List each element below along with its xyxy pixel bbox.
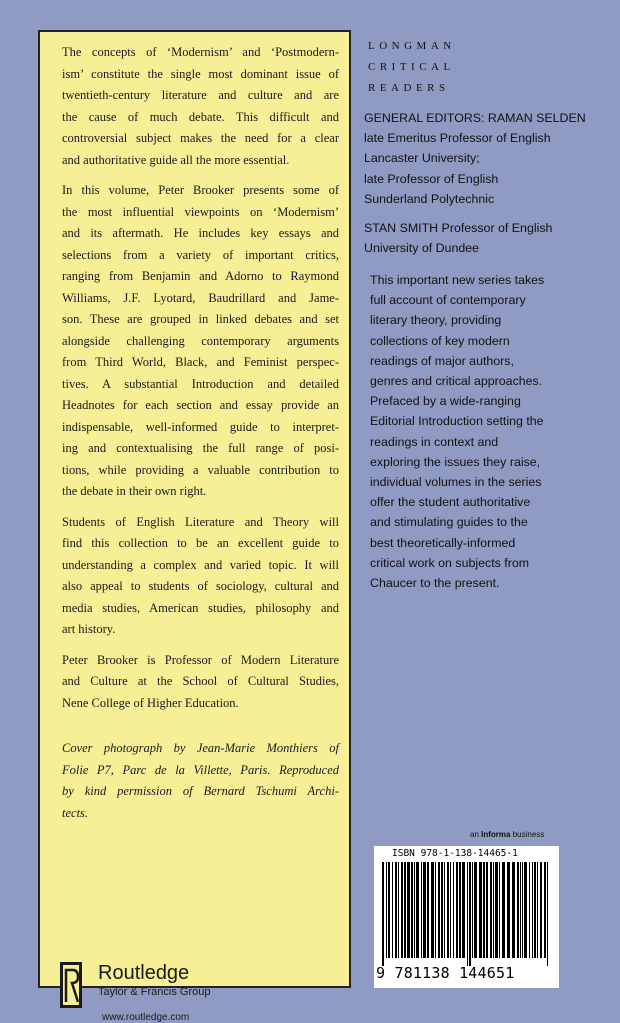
text-line: by kind permission of Bernard Tschumi Archi- xyxy=(62,784,339,798)
barcode-bar xyxy=(522,862,523,958)
text-line: and Culture at the School of Cultural Studies, xyxy=(62,674,339,688)
description-paragraph xyxy=(62,42,339,171)
series-title xyxy=(368,36,456,99)
barcode-bar xyxy=(435,862,436,958)
barcode-bar xyxy=(537,862,538,958)
barcode-bar xyxy=(495,862,498,958)
barcode-bar xyxy=(450,862,451,958)
barcode-bar xyxy=(382,862,384,966)
isbn-barcode xyxy=(374,846,559,988)
blurb-line: exploring the issues they raise, xyxy=(370,454,541,469)
publisher-group: Taylor & Francis Group xyxy=(98,986,211,998)
text-line: media studies, American studies, philosophy and xyxy=(62,600,339,615)
text-line: tives. A substantial Introduction and detailed xyxy=(62,376,339,391)
barcode-bar xyxy=(499,862,500,958)
text-line: Williams, J.F. Lyotard, Baudrillard and Jame- xyxy=(62,290,339,305)
barcode-bar xyxy=(416,862,419,958)
barcode-bar xyxy=(529,862,530,958)
text-line: and its aftermath. He includes key essays and xyxy=(62,226,339,240)
publisher-url: www.routledge.com xyxy=(102,1012,190,1023)
series-line: LONGMAN xyxy=(368,40,456,52)
barcode-bar xyxy=(444,862,445,958)
barcode-bar xyxy=(467,862,468,966)
barcode-bar xyxy=(431,862,434,958)
text-line: ranging from Benjamin and Adorno to Raymond xyxy=(62,269,339,283)
barcode-bar xyxy=(512,862,515,958)
barcode-bar xyxy=(472,862,473,958)
barcode-bar xyxy=(469,862,471,966)
text-line: the cause of much debate. This difficult and xyxy=(62,109,339,124)
blurb-line: critical work on subjects from xyxy=(370,555,530,570)
publisher-name: Routledge xyxy=(98,962,190,984)
text-line: tions, while providing a valuable contribution to xyxy=(62,462,339,477)
text-line: ing and contextualising the full range of posi- xyxy=(62,441,339,455)
text-line: twentieth-century literature and culture and are xyxy=(62,88,339,102)
blurb-line: This important new series takes xyxy=(370,273,545,287)
series-line: CRITICAL xyxy=(368,61,455,73)
barcode-bar xyxy=(392,862,393,958)
barcode-bar xyxy=(474,862,477,958)
barcode-bar xyxy=(532,862,533,958)
isbn-number: 9 781138 144651 xyxy=(376,964,515,982)
text-line: Cover photograph by Jean-Marie Monthiers of xyxy=(62,741,339,755)
barcode-bar xyxy=(479,862,482,958)
blurb-line: readings of major authors, xyxy=(370,353,514,368)
barcode-bars xyxy=(382,862,552,966)
barcode-bar xyxy=(404,862,406,958)
routledge-r-icon xyxy=(60,962,82,1008)
barcode-bar xyxy=(423,862,426,958)
blurb-line: full account of contemporary xyxy=(370,293,526,308)
barcode-bar xyxy=(395,862,397,958)
series-blurb xyxy=(370,270,610,593)
editor-line: Lancaster University; xyxy=(364,151,480,166)
text-line: understanding a complex and varied topic. It will xyxy=(62,557,339,572)
barcode-bar xyxy=(517,862,519,958)
barcode-bar xyxy=(534,862,536,958)
barcode-bar xyxy=(388,862,390,958)
barcode-bar xyxy=(502,862,505,958)
general-editors xyxy=(364,108,610,258)
barcode-bar xyxy=(386,862,387,958)
barcode-bar xyxy=(438,862,440,958)
description-paragraph xyxy=(62,512,339,641)
barcode-bar xyxy=(447,862,449,958)
text-line: the debate in their own right. xyxy=(62,484,207,498)
blurb-line: Editorial Introduction setting the xyxy=(370,414,544,429)
editor-line: late Emeritus Professor of English xyxy=(364,131,551,146)
series-line: READERS xyxy=(368,82,450,94)
description-paragraph xyxy=(62,738,339,824)
text-line: indispensable, well-informed guide to interpret- xyxy=(62,419,339,434)
text-line: the most influential viewpoints on ‘Modernism’ xyxy=(62,204,339,219)
barcode-bar xyxy=(411,862,413,958)
text-line: also appeal to students of sociology, cultural and xyxy=(62,579,339,593)
barcode-bar xyxy=(544,862,546,958)
text-line: In this volume, Peter Brooker presents some of xyxy=(62,183,339,197)
text-line: Peter Brooker is Professor of Modern Literature xyxy=(62,652,339,667)
blurb-line: and stimulating guides to the xyxy=(370,515,528,530)
barcode-bar xyxy=(520,862,521,958)
blurb-line: Chaucer to the present. xyxy=(370,576,500,591)
barcode-bar xyxy=(407,862,410,958)
text-line: selections from a variety of important critics, xyxy=(62,247,339,262)
editor-line: Sunderland Polytechnic xyxy=(364,191,495,206)
barcode-bar xyxy=(493,862,494,958)
description-text xyxy=(62,42,339,824)
text-line: Students of English Literature and Theory will xyxy=(62,514,339,529)
text-line: find this collection to be an excellent guide to xyxy=(62,536,339,550)
barcode-bar xyxy=(421,862,422,958)
barcode-bar xyxy=(507,862,510,958)
barcode-bar xyxy=(453,862,454,958)
barcode-bar xyxy=(486,862,488,958)
blurb-line: individual volumes in the series xyxy=(370,475,542,490)
barcode-bar xyxy=(459,862,461,958)
blurb-line: literary theory, providing xyxy=(370,313,502,328)
text-line: Headnotes for each section and essay provide an xyxy=(62,398,339,412)
description-paragraph xyxy=(62,180,339,503)
barcode-bar xyxy=(401,862,403,958)
text-line: tects. xyxy=(62,805,89,820)
blurb-line: Prefaced by a wide-ranging xyxy=(370,394,521,409)
editor-line: late Professor of English xyxy=(364,171,499,186)
text-line: Folie P7, Parc de la Villette, Paris. Reproduced xyxy=(62,762,339,777)
text-line: Nene College of Higher Education. xyxy=(62,695,239,710)
blurb-line: offer the student authoritative xyxy=(370,495,531,510)
barcode-bar xyxy=(490,862,492,958)
blurb-line: collections of key modern xyxy=(370,333,510,348)
text-line: ism’ constitute the single most dominant issue of xyxy=(62,66,339,81)
barcode-bar xyxy=(540,862,542,958)
text-line: alongside challenging contemporary arguments xyxy=(62,333,339,348)
barcode-bar xyxy=(398,862,399,958)
text-line: son. These are grouped in linked debates and set xyxy=(62,312,339,326)
description-panel xyxy=(38,30,351,1023)
blurb-line: best theoretically-informed xyxy=(370,535,516,550)
text-line: art history. xyxy=(62,622,116,636)
editor-line: STAN SMITH Professor of English xyxy=(364,221,553,236)
text-line: and authoritative guide all the more essential. xyxy=(62,152,290,167)
barcode-bar xyxy=(483,862,485,958)
barcode-bar xyxy=(441,862,443,958)
blurb-line: readings in context and xyxy=(370,434,499,449)
barcode-bar xyxy=(414,862,415,958)
text-line: controversial subject makes the need for a clear xyxy=(62,131,339,145)
text-line: The concepts of ‘Modernism’ and ‘Postmodern- xyxy=(62,45,339,59)
informa-tagline: an Informa business xyxy=(470,830,545,839)
barcode-bar xyxy=(427,862,429,958)
barcode-bar xyxy=(462,862,465,958)
blurb-line: genres and critical approaches. xyxy=(370,374,543,389)
description-paragraph xyxy=(62,650,339,715)
text-line: from Third World, Black, and Feminist perspec- xyxy=(62,355,339,369)
editor-line: University of Dundee xyxy=(364,241,480,256)
editor-line: GENERAL EDITORS: RAMAN SELDEN xyxy=(364,111,586,125)
barcode-bar xyxy=(547,862,548,966)
barcode-bar xyxy=(524,862,527,958)
barcode-bar xyxy=(456,862,458,958)
isbn-label: ISBN 978-1-138-14465-1 xyxy=(392,848,518,859)
